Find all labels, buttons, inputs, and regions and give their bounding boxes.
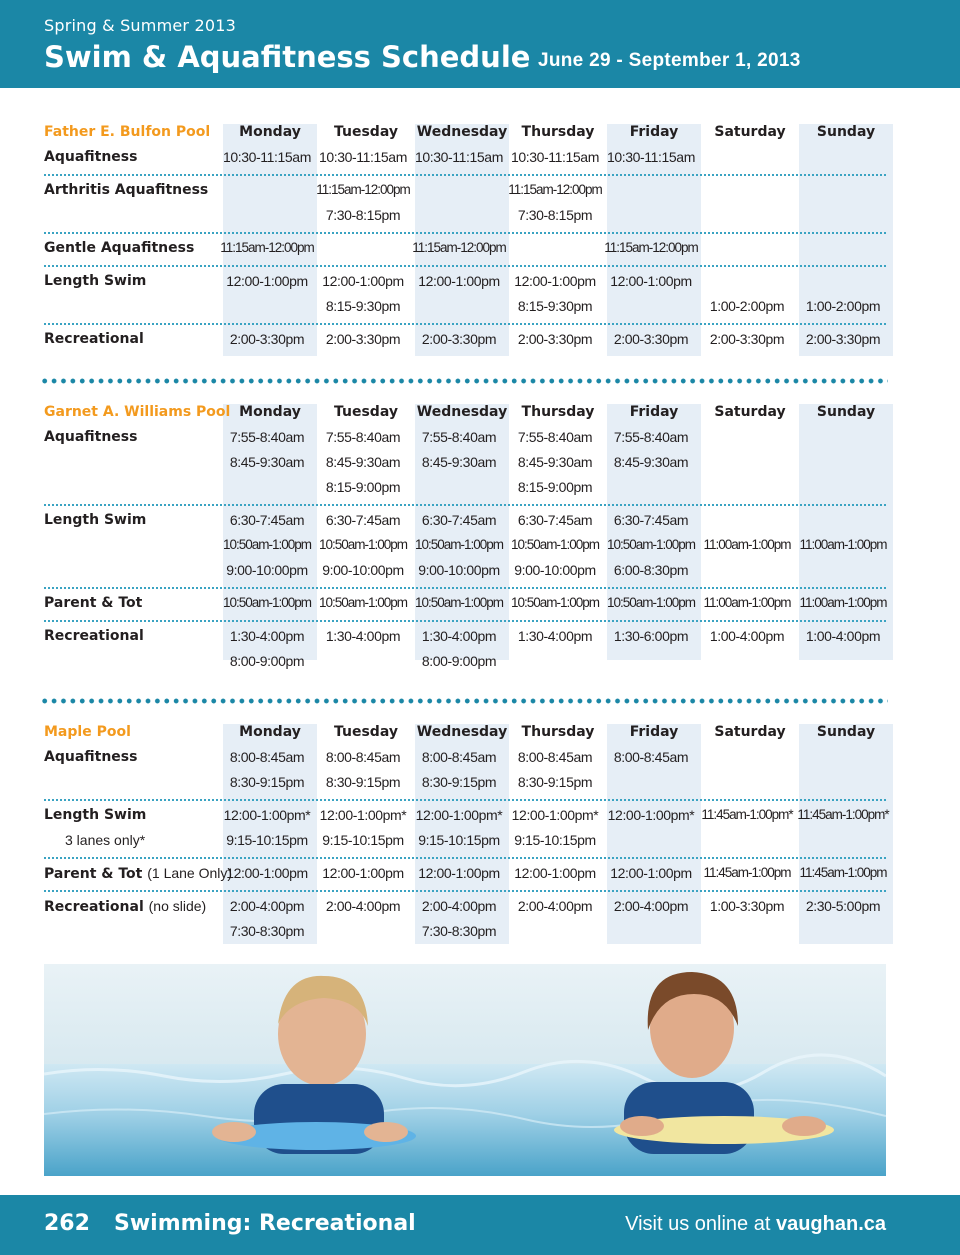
day-header: Tuesday (334, 724, 398, 740)
schedule-cell: 8:45-9:30am (229, 454, 305, 470)
schedule-cell: 8:00-8:45am (517, 749, 593, 765)
day-header: Thursday (521, 404, 595, 420)
row-separator (44, 265, 886, 267)
schedule-cell: 2:00-4:00pm (613, 898, 689, 914)
activity-label (44, 240, 194, 256)
activity-name: Length Swim (44, 512, 147, 528)
activity-name: Aquafitness (44, 149, 138, 165)
schedule-cell: 12:00-1:00pm (226, 865, 308, 881)
season-label: Spring & Summer 2013 (44, 16, 236, 35)
activity-name: Parent & Tot (44, 866, 143, 882)
schedule-cell: 11:15am-12:00pm (220, 240, 314, 255)
activity-name: Length Swim (44, 273, 147, 289)
activity-label (44, 429, 137, 445)
pool-section (44, 404, 887, 669)
day-header: Saturday (714, 404, 786, 420)
schedule-cell: 2:00-3:30pm (517, 331, 593, 347)
schedule-cell: 9:15-10:15pm (418, 832, 500, 848)
day-header: Wednesday (416, 724, 508, 740)
schedule-cell: 8:45-9:30am (325, 454, 401, 470)
schedule-cell: 6:30-7:45am (325, 512, 401, 528)
schedule-cell: 6:30-7:45am (613, 512, 689, 528)
activity-label (44, 512, 146, 528)
day-header: Saturday (714, 124, 786, 140)
activity-name: Recreational (44, 628, 144, 644)
schedule-cell: 9:15-10:15pm (514, 832, 596, 848)
schedule-cell: 9:00-10:00pm (514, 562, 596, 578)
schedule-cell: 12:00-1:00pm* (511, 807, 599, 823)
schedule-cell: 12:00-1:00pm (322, 273, 404, 289)
row-separator (44, 232, 886, 234)
schedule-cell: 9:00-10:00pm (226, 562, 308, 578)
schedule-cell: 1:00-2:00pm (709, 298, 785, 314)
schedule-cell: 6:00-8:30pm (613, 562, 689, 578)
activity-name: Aquafitness (44, 429, 138, 445)
pool-name: Maple Pool (44, 724, 131, 740)
row-separator (44, 323, 886, 325)
section-title: Swimming: Recreational (114, 1211, 416, 1236)
schedule-cell: 8:30-9:15pm (421, 774, 497, 790)
section-divider (40, 378, 888, 384)
schedule-cell: 8:45-9:30am (421, 454, 497, 470)
day-header: Wednesday (416, 404, 508, 420)
schedule-cell: 11:15am-12:00pm (316, 182, 410, 197)
schedule-cell: 10:50am-1:00pm (222, 537, 312, 552)
schedule-cell: 2:00-3:30pm (613, 331, 689, 347)
day-header: Tuesday (334, 124, 398, 140)
schedule-cell: 10:50am-1:00pm (510, 537, 600, 552)
visit-prefix: Visit us online at (625, 1213, 776, 1235)
schedule-cell: 7:55-8:40am (613, 429, 689, 445)
schedule-cell: 1:30-4:00pm (421, 628, 497, 644)
schedule-cell: 8:30-9:15pm (229, 774, 305, 790)
schedule-cell: 11:45am-1:00pm (799, 865, 887, 880)
schedule-cell: 2:30-5:00pm (805, 898, 881, 914)
schedule-cell: 10:30-11:15am (319, 149, 407, 165)
schedule-cell: 2:00-3:30pm (709, 331, 785, 347)
pool-name: Garnet A. Williams Pool (44, 404, 231, 420)
schedule-cell: 12:00-1:00pm (610, 273, 692, 289)
schedule-cell: 10:50am-1:00pm (222, 595, 312, 610)
schedule-cell: 12:00-1:00pm* (223, 807, 311, 823)
shaded-day-column (799, 124, 893, 356)
schedule-cell: 10:30-11:15am (607, 149, 695, 165)
activity-label (44, 898, 206, 915)
schedule-cell: 12:00-1:00pm (514, 273, 596, 289)
activity-label (44, 273, 146, 289)
row-separator (44, 620, 886, 622)
activity-label (44, 865, 232, 882)
schedule-cell: 7:30-8:15pm (325, 207, 401, 223)
schedule-cell: 2:00-3:30pm (421, 331, 497, 347)
day-header: Monday (239, 404, 301, 420)
schedule-cell: 11:45am-1:00pm* (701, 807, 793, 822)
schedule-cell: 11:00am-1:00pm (703, 595, 791, 610)
schedule-cell: 10:30-11:15am (223, 149, 311, 165)
day-header: Thursday (521, 124, 595, 140)
day-header: Sunday (816, 724, 876, 740)
day-header: Sunday (816, 124, 876, 140)
schedule-cell: 8:45-9:30am (517, 454, 593, 470)
schedule-cell: 2:00-3:30pm (805, 331, 881, 347)
section-divider (40, 698, 888, 704)
schedule-cell: 1:30-6:00pm (613, 628, 689, 644)
schedule-cell: 12:00-1:00pm* (319, 807, 407, 823)
schedule-cell: 8:00-8:45am (613, 749, 689, 765)
page-header (0, 0, 960, 88)
schedule-cell: 7:30-8:15pm (517, 207, 593, 223)
website-link[interactable]: vaughan.ca (775, 1213, 886, 1235)
activity-label (44, 331, 144, 347)
schedule-cell: 8:00-9:00pm (229, 653, 305, 669)
schedule-cell: 7:55-8:40am (229, 429, 305, 445)
row-separator (44, 799, 886, 801)
schedule-cell: 10:50am-1:00pm (606, 595, 696, 610)
row-separator (44, 504, 886, 506)
schedule-cell: 10:30-11:15am (511, 149, 599, 165)
schedule-cell: 8:15-9:30pm (325, 298, 401, 314)
schedule-cell: 12:00-1:00pm (418, 273, 500, 289)
schedule-cell: 1:00-4:00pm (709, 628, 785, 644)
schedule-cell: 2:00-4:00pm (517, 898, 593, 914)
activity-name: Recreational (44, 331, 144, 347)
schedule-cell: 7:55-8:40am (325, 429, 401, 445)
pool-name: Father E. Bulfon Pool (44, 124, 211, 140)
page-number: 262 (44, 1211, 90, 1236)
schedule-cell: 2:00-3:30pm (325, 331, 401, 347)
day-header: Friday (629, 404, 679, 420)
schedule-cell: 11:00am-1:00pm (799, 537, 887, 552)
day-header: Friday (629, 724, 679, 740)
schedule-cell: 11:45am-1:00pm (703, 865, 791, 880)
activity-note: (no slide) (148, 898, 207, 914)
schedule-cell: 8:15-9:30pm (517, 298, 593, 314)
schedule-cell: 12:00-1:00pm (514, 865, 596, 881)
row-separator (44, 857, 886, 859)
day-header: Tuesday (334, 404, 398, 420)
schedule-cell: 1:30-4:00pm (517, 628, 593, 644)
row-separator (44, 174, 886, 176)
schedule-cell: 6:30-7:45am (229, 512, 305, 528)
schedule-cell: 8:00-8:45am (421, 749, 497, 765)
swimmers-photo (44, 964, 886, 1176)
activity-label (44, 807, 146, 823)
schedule-cell: 12:00-1:00pm* (607, 807, 695, 823)
activity-name: Arthritis Aquafitness (44, 182, 209, 198)
activity-name: Length Swim (44, 807, 147, 823)
schedule-cell: 12:00-1:00pm (322, 865, 404, 881)
schedule-cell: 8:30-9:15pm (325, 774, 401, 790)
day-header: Monday (239, 724, 301, 740)
schedule-cell: 11:15am-12:00pm (604, 240, 698, 255)
activity-name: Aquafitness (44, 749, 138, 765)
schedule-dates: June 29 - September 1, 2013 (538, 50, 801, 71)
activity-sublabel: 3 lanes only* (65, 832, 146, 848)
activity-label (44, 182, 208, 198)
activity-note: (1 Lane Only) (147, 865, 233, 881)
schedule-cell: 8:00-8:45am (325, 749, 401, 765)
schedule-cell: 11:00am-1:00pm (703, 537, 791, 552)
schedule-cell: 8:15-9:00pm (325, 479, 401, 495)
schedule-cell: 7:30-8:30pm (229, 923, 305, 939)
schedule-cell: 11:00am-1:00pm (799, 595, 887, 610)
schedule-cell: 8:00-8:45am (229, 749, 305, 765)
day-header: Saturday (714, 724, 786, 740)
schedule-cell: 10:50am-1:00pm (414, 595, 504, 610)
schedule-cell: 12:00-1:00pm* (415, 807, 503, 823)
schedule-cell: 6:30-7:45am (517, 512, 593, 528)
schedule-cell: 10:50am-1:00pm (318, 537, 408, 552)
schedule-cell: 9:15-10:15pm (226, 832, 308, 848)
schedule-cell: 2:00-3:30pm (229, 331, 305, 347)
schedule-cell: 8:15-9:00pm (517, 479, 593, 495)
schedule-cell: 8:00-9:00pm (421, 653, 497, 669)
schedule-cell: 9:00-10:00pm (418, 562, 500, 578)
schedule-cell: 12:00-1:00pm (418, 865, 500, 881)
schedule-cell: 7:55-8:40am (421, 429, 497, 445)
day-header: Friday (629, 124, 679, 140)
page-title: Swim & Aquafitness Schedule (44, 40, 531, 74)
schedule-cell: 11:15am-12:00pm (412, 240, 506, 255)
schedule-cell: 9:15-10:15pm (322, 832, 404, 848)
schedule-cell: 9:00-10:00pm (322, 562, 404, 578)
schedule-cell: 10:50am-1:00pm (606, 537, 696, 552)
row-separator (44, 587, 886, 589)
schedule-cell: 6:30-7:45am (421, 512, 497, 528)
activity-label (44, 628, 144, 644)
activity-name: Gentle Aquafitness (44, 240, 195, 256)
row-separator (44, 890, 886, 892)
activity-label (44, 595, 142, 611)
schedule-cell: 2:00-4:00pm (421, 898, 497, 914)
swimmers-illustration (44, 964, 886, 1176)
schedule-cell: 1:00-4:00pm (805, 628, 881, 644)
schedule-cell: 1:00-3:30pm (709, 898, 785, 914)
schedule-cell: 11:45am-1:00pm* (797, 807, 889, 822)
schedule-cell: 1:30-4:00pm (229, 628, 305, 644)
schedule-cell: 10:30-11:15am (415, 149, 503, 165)
activity-label (44, 149, 137, 165)
day-header: Monday (239, 124, 301, 140)
pool-section (44, 724, 889, 944)
activity-label (44, 749, 137, 765)
schedule-cell: 11:15am-12:00pm (508, 182, 602, 197)
schedule-cell: 10:50am-1:00pm (414, 537, 504, 552)
schedule-cell: 10:50am-1:00pm (318, 595, 408, 610)
schedule-cell: 7:55-8:40am (517, 429, 593, 445)
schedule-cell: 8:30-9:15pm (517, 774, 593, 790)
day-header: Sunday (816, 404, 876, 420)
schedule-cell: 1:30-4:00pm (325, 628, 401, 644)
schedule-cell: 2:00-4:00pm (325, 898, 401, 914)
schedule-cell: 12:00-1:00pm (610, 865, 692, 881)
pool-section (44, 124, 886, 356)
website-note (625, 1213, 886, 1236)
schedule-cell: 12:00-1:00pm (226, 273, 308, 289)
activity-name: Recreational (44, 899, 144, 915)
activity-name: Parent & Tot (44, 595, 143, 611)
schedule-cell: 2:00-4:00pm (229, 898, 305, 914)
day-header: Thursday (521, 724, 595, 740)
day-header: Wednesday (416, 124, 508, 140)
schedule-cell: 1:00-2:00pm (805, 298, 881, 314)
schedule-cell: 8:45-9:30am (613, 454, 689, 470)
schedule-cell: 10:50am-1:00pm (510, 595, 600, 610)
page-footer (0, 1195, 960, 1255)
schedule-cell: 7:30-8:30pm (421, 923, 497, 939)
